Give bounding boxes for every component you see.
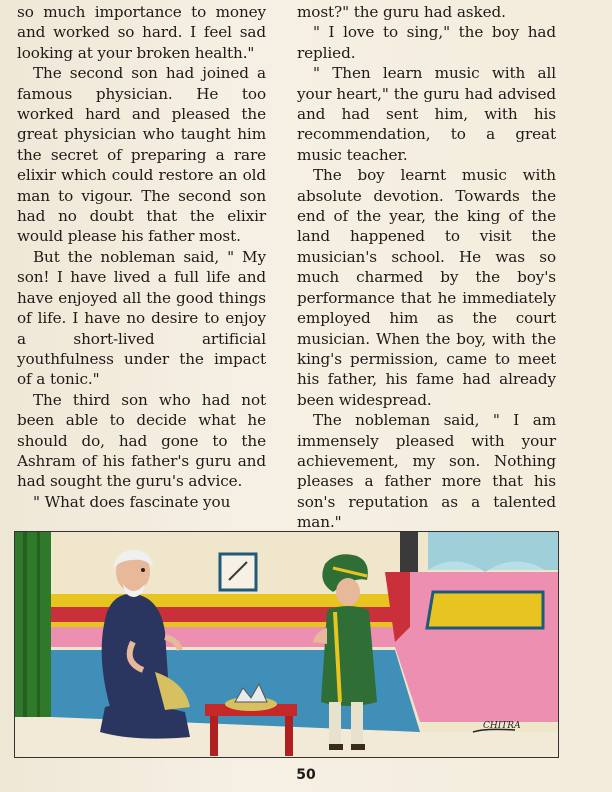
paragraph: " Then learn music with all your heart," the guru had advised and had sent him, with his recommendation, to a great music teacher. bbox=[297, 64, 556, 164]
paragraph: so much importance to money and worked so hard. I feel sad looking at your broken health." bbox=[17, 3, 266, 62]
story-illustration bbox=[14, 531, 559, 758]
artist-signature: CHITRA bbox=[483, 721, 521, 731]
floor-rug bbox=[427, 592, 543, 628]
text-column-left bbox=[17, 2, 266, 512]
paragraph: The second son had joined a famous physician. He too worked hard and pleased the great physician who taught him the secret of preparing a rare elixir which could restore an old man to vigour. The second son had no doubt that the elixir would please his father most. bbox=[17, 64, 266, 246]
paragraph: The third son who had not been able to decide what he should do, had gone to the Ashram of his father's guru and had sought the guru's advice. bbox=[17, 390, 266, 491]
paragraph: The nobleman said, " I am immensely pleased with your achievement, my son. Nothing pleases a father more that his son's reputation as a talented man." bbox=[297, 411, 556, 532]
paragraph: most?" the guru had asked. bbox=[297, 3, 506, 21]
paragraph: But the nobleman said, " My son! I have lived a full life and have enjoyed all the good things of life. I have no desire to enjoy a short-lived artificial youthfulness under the impact of a tonic." bbox=[17, 247, 266, 389]
paragraph: " What does fascinate you bbox=[33, 492, 231, 511]
green-curtain bbox=[15, 532, 51, 717]
paragraph: " I love to sing," the boy had replied. bbox=[297, 23, 556, 62]
page-number: 50 bbox=[296, 767, 316, 783]
paragraph: The boy learnt music with absolute devotion. Towards the end of the year, the king of the land happened to visit the musician's school. He was so much charmed by the boy's performance that he immediately employed him as the court musician. When the boy, with the king's permission, came to meet his father, his fame had already been widespread. bbox=[297, 166, 556, 409]
text-column-right bbox=[297, 2, 556, 533]
